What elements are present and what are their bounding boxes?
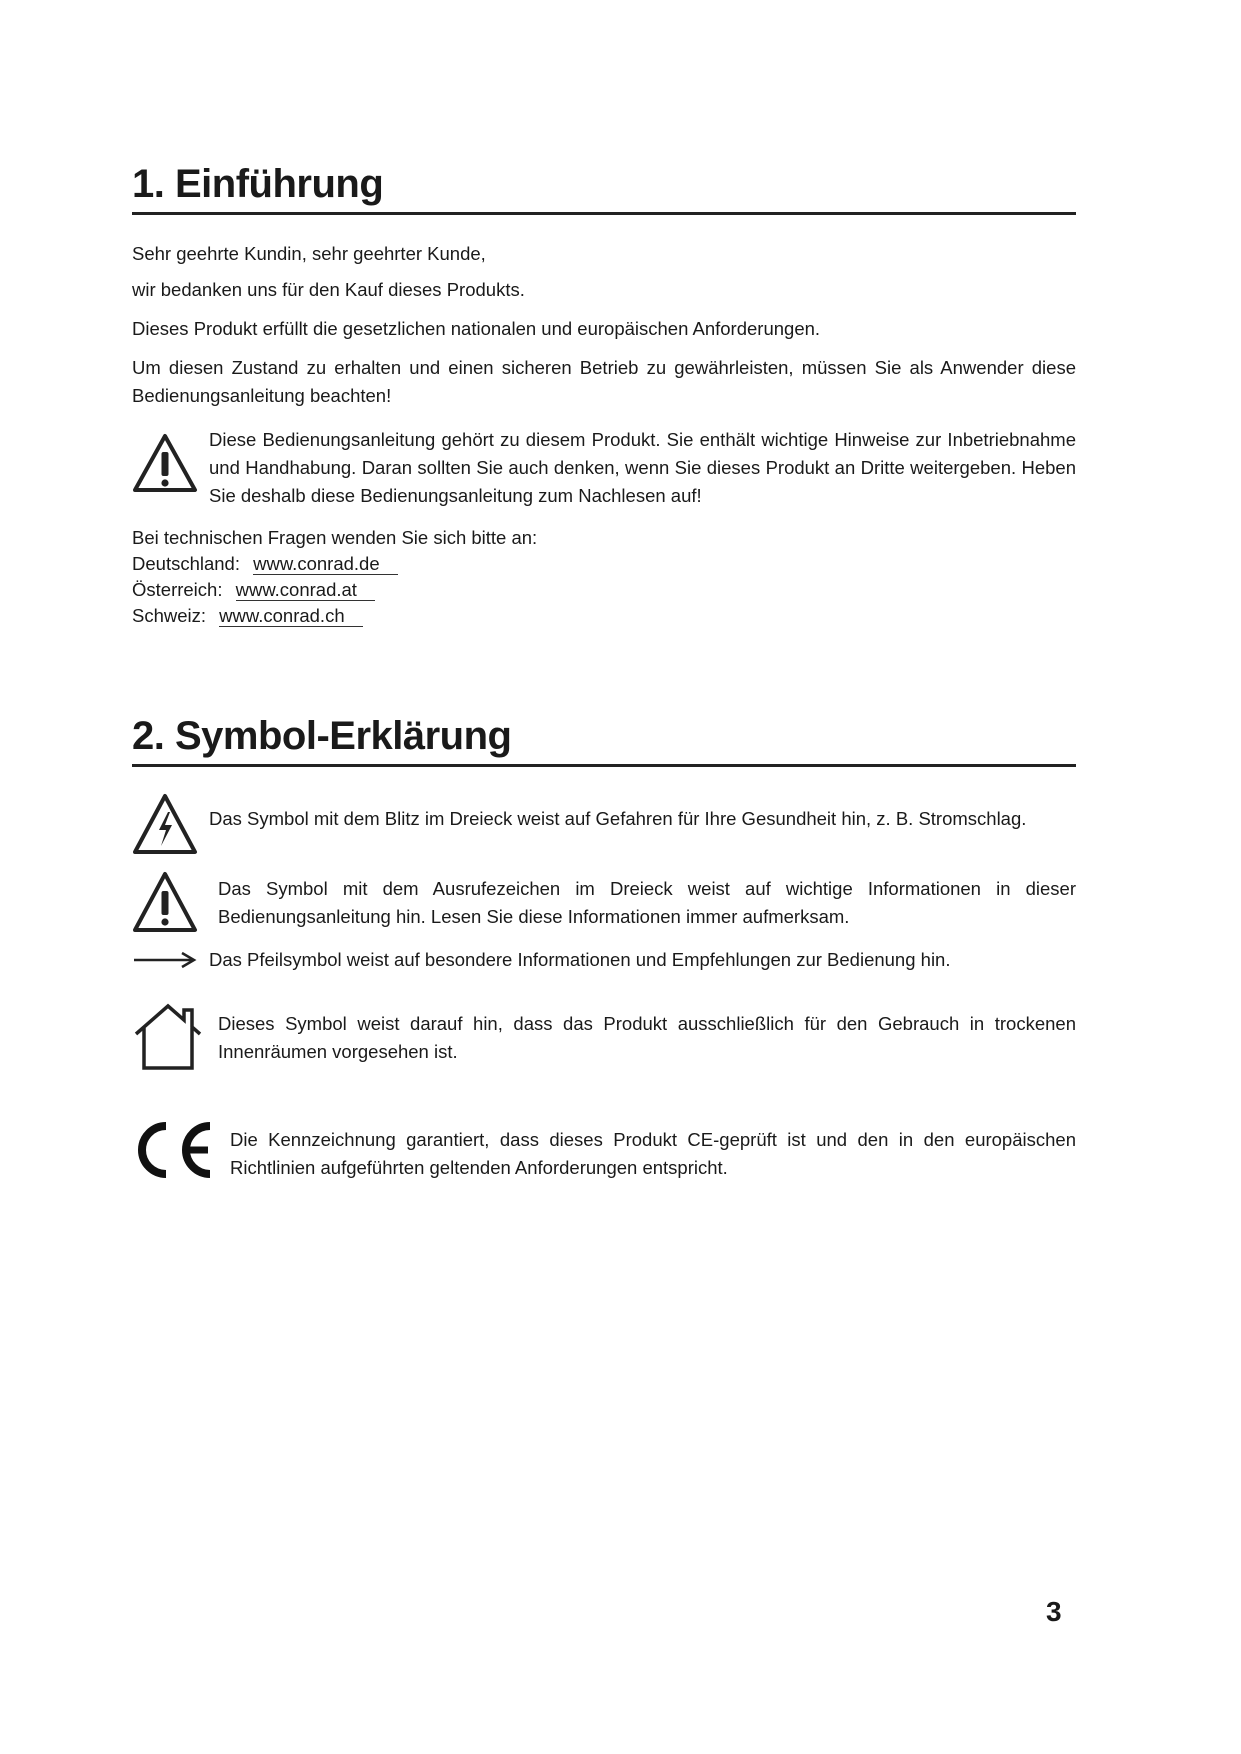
- compliance-paragraph: Dieses Produkt erfüllt die gesetzlichen nationalen und europäischen Anforderungen.: [132, 318, 821, 339]
- exclamation-warning-icon: [132, 432, 198, 499]
- contact-country: Österreich:: [132, 579, 223, 600]
- manual-keep-note: Diese Bedienungsanleitung gehört zu diesem Produkt. Sie enthält wichtige Hinweise zur Inbetriebnahme und Handhabung. Daran sollten Sie auch denken, wenn Sie dieses Produkt an Dritte weitergeben. Heben Sie deshalb diese Bedienungsanleitung zum Nachlesen auf!: [209, 429, 1076, 506]
- symbol-arrow-text: Das Pfeilsymbol weist auf besondere Informationen und Empfehlungen zur Bedienung hin.: [209, 949, 951, 970]
- contact-country: Deutschland:: [132, 553, 240, 574]
- ce-mark-icon: [132, 1120, 216, 1185]
- safety-paragraph: Um diesen Zustand zu erhalten und einen sicheren Betrieb zu gewährleisten, müssen Sie als Anwender diese Bedienungsanleitung beachten!: [132, 357, 1076, 406]
- symbol-ce-text: Die Kennzeichnung garantiert, dass dieses Produkt CE-geprüft ist und den in den europäischen Richtlinien aufgeführten geltenden Anforderungen entspricht.: [230, 1129, 1076, 1178]
- lightning-warning-icon: [132, 792, 198, 861]
- contact-country: Schweiz:: [132, 605, 207, 626]
- page-number: 3: [1046, 1596, 1062, 1627]
- symbol-exclamation-text: Das Symbol mit dem Ausrufezeichen im Dreieck weist auf wichtige Informationen in dieser Bedienungsanleitung hin. Lesen Sie diese Informationen immer aufmerksam.: [218, 878, 1076, 927]
- contact-row: [132, 603, 537, 629]
- symbol-lightning-text: Das Symbol mit dem Blitz im Dreieck weist auf Gefahren für Ihre Gesundheit hin, z. B. Stromschlag.: [209, 808, 1027, 829]
- contact-url[interactable]: www.conrad.at: [236, 579, 375, 601]
- contact-row: [132, 577, 537, 603]
- symbol-house-text: Dieses Symbol weist darauf hin, dass das Produkt ausschließlich für den Gebrauch in trockenen Innenräumen vorgesehen ist.: [218, 1013, 1076, 1062]
- section-1-heading: 1. Einführung: [132, 160, 1076, 215]
- contact-url[interactable]: www.conrad.ch: [219, 605, 362, 627]
- arrow-icon: [132, 950, 198, 975]
- house-icon: [132, 1000, 204, 1077]
- contact-row: [132, 551, 537, 577]
- contact-intro: Bei technischen Fragen wenden Sie sich bitte an:: [132, 527, 538, 548]
- salutation: Sehr geehrte Kundin, sehr geehrter Kunde,: [132, 243, 486, 264]
- section-2-heading: 2. Symbol-Erklärung: [132, 712, 1076, 767]
- contact-block: [132, 525, 537, 629]
- thanks-paragraph: wir bedanken uns für den Kauf dieses Produkts.: [132, 279, 525, 300]
- contact-url[interactable]: www.conrad.de: [253, 553, 397, 575]
- exclamation-warning-icon: [132, 870, 198, 939]
